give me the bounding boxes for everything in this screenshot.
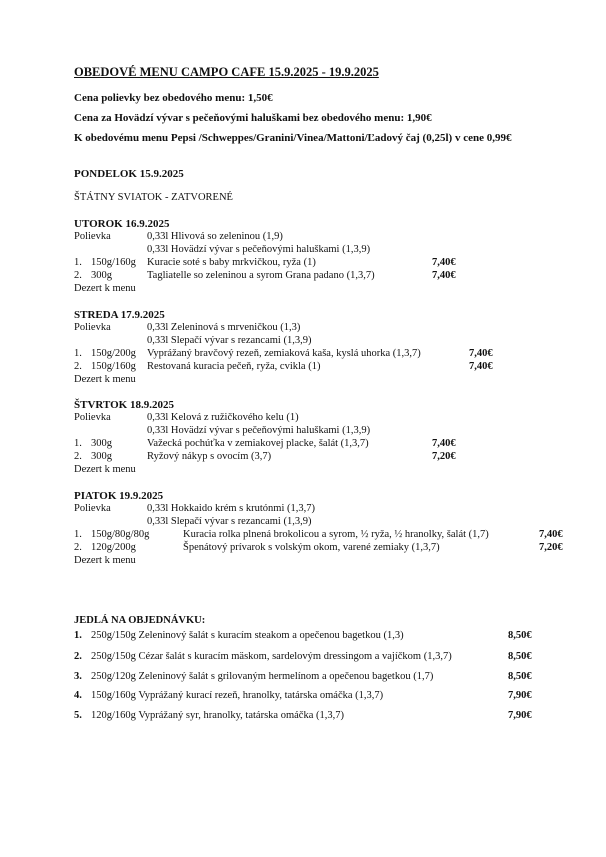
friday-soup-1: 0,33l Hokkaido krém s krutónmi (1,3,7): [147, 503, 315, 514]
friday-soup-2: 0,33l Slepačí vývar s rezancami (1,3,9): [147, 516, 312, 527]
thursday-meal-2-price: 7,20€: [432, 451, 456, 462]
thursday-soup-2: 0,33l Hovädzí vývar s pečeňovými haluškami (1,3,9): [147, 425, 371, 436]
friday-soup-label: Polievka: [74, 503, 111, 514]
thursday-meal-2-number: 2.: [74, 451, 82, 462]
order-item-4-text: 150g/160g Vyprážaný kurací rezeň, hranolky, tatárska omáčka (1,3,7): [91, 690, 384, 701]
wednesday-meal-2-name: Restovaná kuracia pečeň, ryža, cvikla (1): [147, 361, 321, 372]
thursday-meal-1-price: 7,40€: [432, 438, 456, 449]
friday-meal-2-number: 2.: [74, 542, 82, 553]
friday-meal-1-price: 7,40€: [539, 529, 563, 540]
wednesday-meal-1-weight: 150g/200g: [91, 348, 136, 359]
wednesday-meal-1-price: 7,40€: [469, 348, 493, 359]
order-item-1-text: 250g/150g Zeleninový šalát s kuracím steakom a opečenou bagetkou (1,3): [91, 630, 404, 641]
drinks-price-line: K obedovému menu Pepsi /Schweppes/Granini/Vinea/Mattoni/Ľadový čaj (0,25l) v cene 0,99€: [74, 132, 512, 144]
order-item-5-text: 120g/160g Vyprážaný syr, hranolky, tatárska omáčka (1,3,7): [91, 710, 344, 721]
order-item-5-price: 7,90€: [508, 710, 532, 721]
wednesday-soup-1: 0,33l Zeleninová s mrveničkou (1,3): [147, 322, 301, 333]
wednesday-dessert: Dezert k menu: [74, 374, 136, 385]
broth-price-line: Cena za Hovädzí vývar s pečeňovými haluškami bez obedového menu: 1,90€: [74, 112, 432, 124]
order-item-5-number: 5.: [74, 710, 82, 721]
tuesday-meal-1-name: Kuracie soté s baby mrkvičkou, ryža (1): [147, 257, 316, 268]
wednesday-meal-1-number: 1.: [74, 348, 82, 359]
wednesday-soup-label: Polievka: [74, 322, 111, 333]
tuesday-title: UTOROK 16.9.2025: [74, 218, 170, 230]
tuesday-meal-2-number: 2.: [74, 270, 82, 281]
wednesday-meal-2-price: 7,40€: [469, 361, 493, 372]
order-item-3-text: 250g/120g Zeleninový šalát s grilovaným hermelínom a opečenou bagetkou (1,7): [91, 671, 434, 682]
tuesday-dessert: Dezert k menu: [74, 283, 136, 294]
friday-meal-2-price: 7,20€: [539, 542, 563, 553]
wednesday-meal-1-name: Vyprážaný bravčový rezeň, zemiaková kaša, kyslá uhorka (1,3,7): [147, 348, 421, 359]
tuesday-meal-2-price: 7,40€: [432, 270, 456, 281]
friday-meal-1-weight: 150g/80g/80g: [91, 529, 150, 540]
order-item-2-number: 2.: [74, 651, 82, 662]
tuesday-meal-1-number: 1.: [74, 257, 82, 268]
orders-title: JEDLÁ NA OBJEDNÁVKU:: [74, 615, 206, 626]
friday-meal-2-name: Špenátový prívarok s volským okom, varené zemiaky (1,3,7): [183, 542, 440, 553]
friday-meal-1-number: 1.: [74, 529, 82, 540]
order-item-3-price: 8,50€: [508, 671, 532, 682]
order-item-4-number: 4.: [74, 690, 82, 701]
menu-title: OBEDOVÉ MENU CAMPO CAFE 15.9.2025 - 19.9.2025: [74, 65, 379, 79]
friday-title: PIATOK 19.9.2025: [74, 490, 164, 502]
wednesday-title: STREDA 17.9.2025: [74, 309, 165, 321]
thursday-meal-2-weight: 300g: [91, 451, 112, 462]
thursday-dessert: Dezert k menu: [74, 464, 136, 475]
monday-note: ŠTÁTNY SVIATOK - ZATVORENÉ: [74, 192, 233, 203]
tuesday-soup-label: Polievka: [74, 231, 111, 242]
tuesday-soup-2: 0,33l Hovädzí vývar s pečeňovými haluškami (1,3,9): [147, 244, 371, 255]
friday-meal-1-name: Kuracia rolka plnená brokolicou a syrom, ½ ryža, ½ hranolky, šalát (1,7): [183, 529, 489, 540]
friday-dessert: Dezert k menu: [74, 555, 136, 566]
order-item-2-price: 8,50€: [508, 651, 532, 662]
thursday-meal-1-name: Važecká pochúťka v zemiakovej placke, šalát (1,3,7): [147, 438, 369, 449]
tuesday-meal-1-weight: 150g/160g: [91, 257, 136, 268]
monday-title: PONDELOK 15.9.2025: [74, 168, 184, 180]
wednesday-soup-2: 0,33l Slepačí vývar s rezancami (1,3,9): [147, 335, 312, 346]
tuesday-meal-2-weight: 300g: [91, 270, 112, 281]
friday-meal-2-weight: 120g/200g: [91, 542, 136, 553]
thursday-soup-1: 0,33l Kelová z ružičkového kelu (1): [147, 412, 299, 423]
order-item-1-number: 1.: [74, 630, 82, 641]
thursday-meal-2-name: Ryžový nákyp s ovocím (3,7): [147, 451, 272, 462]
order-item-1-price: 8,50€: [508, 630, 532, 641]
wednesday-meal-2-weight: 150g/160g: [91, 361, 136, 372]
order-item-3-number: 3.: [74, 671, 82, 682]
thursday-title: ŠTVRTOK 18.9.2025: [74, 399, 174, 411]
thursday-soup-label: Polievka: [74, 412, 111, 423]
tuesday-meal-1-price: 7,40€: [432, 257, 456, 268]
tuesday-meal-2-name: Tagliatelle so zeleninou a syrom Grana padano (1,3,7): [147, 270, 375, 281]
wednesday-meal-2-number: 2.: [74, 361, 82, 372]
thursday-meal-1-weight: 300g: [91, 438, 112, 449]
order-item-4-price: 7,90€: [508, 690, 532, 701]
soup-price-line: Cena polievky bez obedového menu: 1,50€: [74, 92, 273, 104]
tuesday-soup-1: 0,33l Hlivová so zeleninou (1,9): [147, 231, 283, 242]
order-item-2-text: 250g/150g Cézar šalát s kuracím mäskom, sardelovým dressingom a vajíčkom (1,3,7): [91, 651, 452, 662]
thursday-meal-1-number: 1.: [74, 438, 82, 449]
